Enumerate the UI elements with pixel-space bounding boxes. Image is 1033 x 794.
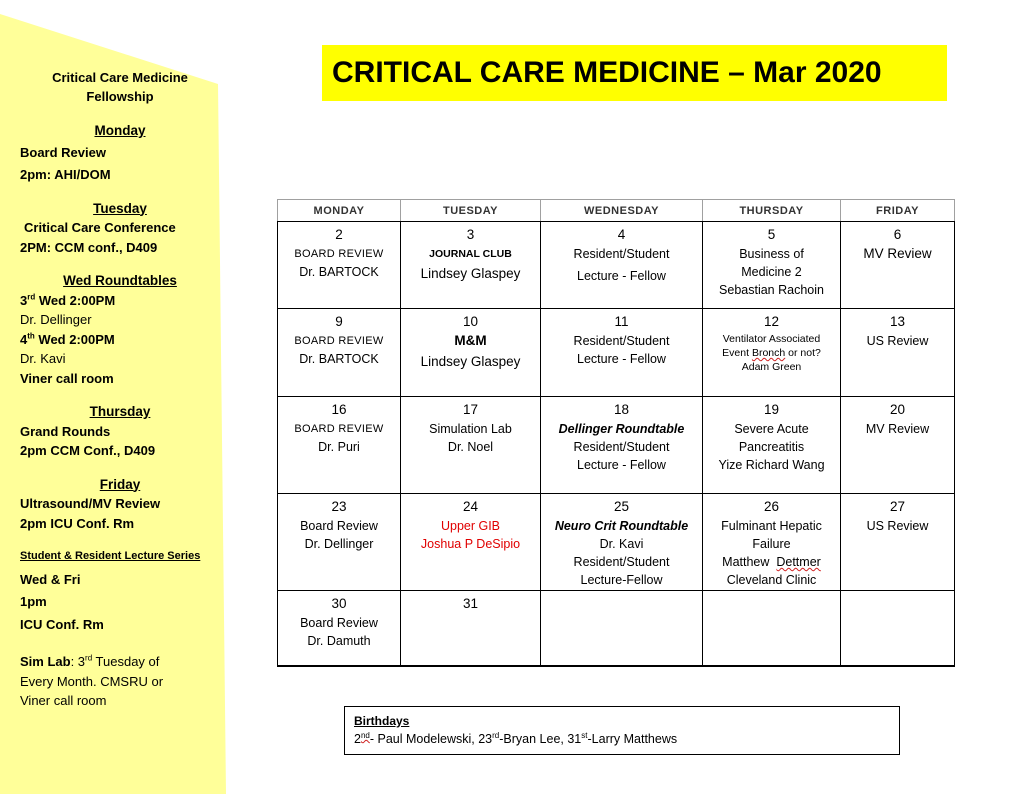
tuesday-line: 2PM: CCM conf., D409 [20,239,158,255]
event-presenter: Dr. BARTOCK [299,352,379,366]
event-title: Medicine 2 [741,265,802,279]
title-banner [322,45,947,101]
wed-line: Viner call room [20,370,114,386]
event-presenter: Lecture - Fellow [577,352,666,366]
event-presenter: Yize Richard Wang [718,458,825,472]
day-number: 4 [617,227,626,242]
day-number: 10 [462,314,479,329]
simlab-line: Every Month. CMSRU or [20,673,164,689]
event-presenter: Lecture - Fellow [577,269,666,283]
day-cell [841,309,955,397]
week-row [278,397,955,494]
event-title: Board Review [300,616,378,630]
simlab-line: Sim Lab: 3rd Tuesday of [20,653,160,669]
event-title: M&M [454,333,487,348]
event-presenter: Joshua P DeSipio [420,537,521,551]
event-presenter: Dr. Damuth [307,634,371,648]
event-title: Dellinger Roundtable [558,422,685,436]
day-cell [401,397,541,494]
sidebar-title: Critical Care Medicine Fellowship [52,70,188,104]
day-number: 17 [462,402,479,417]
day-number: 27 [889,499,906,514]
day-cell [401,222,541,309]
event-presenter: Matthew Dettmer [722,555,821,569]
event-title: Business of [739,247,804,261]
event-presenter: Adam Green [741,361,802,373]
day-number: 26 [763,499,780,514]
wed-heading: Wed Roundtables [63,273,177,288]
day-number: 30 [331,596,347,611]
day-number: 31 [462,596,479,611]
column-header: MONDAY [278,200,401,222]
event-title: Ventilator Associated [722,333,821,345]
friday-line: Ultrasound/MV Review [20,496,161,511]
friday-line: 2pm ICU Conf. Rm [20,515,135,531]
friday-heading: Friday [99,476,141,492]
event-title: MV Review [865,422,930,436]
birthdays-list: 2nd- Paul Modelewski, 23rd-Bryan Lee, 31st-Larry Matthews [354,730,678,746]
day-number: 24 [462,499,479,514]
week-row [278,222,955,309]
day-cell [401,494,541,591]
event-title: Upper GIB [440,519,501,533]
day-cell [841,222,955,309]
event-title: US Review [866,334,929,348]
day-number: 20 [889,402,906,417]
wed-line: 3rd Wed 2:00PM [20,292,116,308]
event-title: Resident/Student [573,247,670,261]
event-presenter: Dr. Kavi [599,537,644,551]
day-number: 23 [331,499,347,514]
calendar-table [277,199,955,667]
event-presenter: Sebastian Rachoin [719,283,824,297]
thursday-heading: Thursday [89,404,151,419]
event-title: Board Review [300,519,378,533]
lecture-line: 1pm [20,594,47,609]
column-header: THURSDAY [703,200,841,222]
tuesday-heading: Tuesday [93,200,147,216]
thursday-line: Grand Rounds [20,423,111,439]
event-title: BOARD REVIEW [294,335,384,347]
event-presenter: Dr. Dellinger [304,537,374,551]
day-cell [841,397,955,494]
day-cell [703,222,841,309]
event-title: US Review [866,519,929,533]
lecture-line: ICU Conf. Rm [20,616,104,632]
column-header: TUESDAY [401,200,541,222]
day-cell-empty [541,591,703,666]
day-cell [278,494,401,591]
event-title: Fulminant Hepatic [721,519,822,533]
wed-line: Dr. Dellinger [20,312,92,327]
week-row [278,309,955,397]
event-title: Event Bronch or not? [722,347,821,359]
wed-section [20,271,220,388]
day-cell [541,494,703,591]
monday-line: Board Review [20,144,106,160]
event-presenter: Lecture-Fellow [580,573,663,587]
day-cell [703,494,841,591]
week-row [278,591,955,666]
wed-line: Dr. Kavi [20,351,66,366]
birthdays-title: Birthdays [354,714,410,728]
day-cell-empty [703,591,841,666]
day-number: 13 [889,314,906,329]
day-cell-empty [841,591,955,666]
event-presenter: Dr. Noel [447,440,494,454]
column-header: WEDNESDAY [541,200,703,222]
day-number: 5 [767,227,776,242]
tuesday-section [20,199,220,258]
sidebar [20,68,220,711]
tuesday-line: Critical Care Conference [24,220,176,235]
event-title: Resident/Student [573,334,670,348]
day-cell [541,309,703,397]
day-cell [703,397,841,494]
day-cell [703,309,841,397]
day-cell [541,397,703,494]
day-cell [278,222,401,309]
day-number: 25 [613,499,630,514]
simlab-section [20,652,220,711]
day-number: 11 [614,314,629,329]
event-title: JOURNAL CLUB [429,248,512,260]
day-cell [278,591,401,666]
event-presenter: Dr. BARTOCK [299,265,379,279]
day-cell [401,591,541,666]
day-cell [278,309,401,397]
lecture-heading: Student & Resident Lecture Series [20,550,201,562]
week-row [278,494,955,591]
day-number: 16 [331,402,347,417]
event-title: BOARD REVIEW [294,423,384,435]
simlab-line: Viner call room [20,693,107,708]
monday-heading: Monday [94,123,146,138]
event-title: Failure [752,537,791,551]
thursday-section [20,402,220,461]
event-title: Neuro Crit Roundtable [554,519,689,533]
event-title: Resident/Student [573,555,670,569]
monday-line: 2pm: AHI/DOM [20,167,111,182]
event-title: Pancreatitis [738,440,805,454]
event-title: BOARD REVIEW [294,248,384,260]
event-title: Simulation Lab [429,422,512,436]
page-title: CRITICAL CARE MEDICINE – Mar 2020 [332,56,882,89]
day-number: 2 [335,227,343,242]
day-number: 18 [613,402,630,417]
friday-section [20,475,220,534]
birthdays-box [344,706,900,755]
monday-section [20,121,220,185]
day-cell [401,309,541,397]
day-number: 12 [763,314,780,329]
event-title: MV Review [863,246,932,261]
day-cell [541,222,703,309]
day-number: 3 [466,227,475,242]
calendar-header-row [278,200,955,222]
event-presenter: Cleveland Clinic [726,573,817,587]
wed-line: 4th Wed 2:00PM [20,331,115,347]
column-header: FRIDAY [841,200,955,222]
thursday-line: 2pm CCM Conf., D409 [20,443,156,458]
lecture-line: Wed & Fri [20,571,81,587]
event-presenter: Lindsey Glaspey [420,354,521,369]
day-number: 19 [763,402,780,417]
day-cell [278,397,401,494]
day-number: 9 [335,314,343,329]
day-cell [841,494,955,591]
event-title: Resident/Student [573,440,670,454]
event-presenter: Dr. Puri [318,440,360,454]
day-number: 6 [893,227,902,242]
event-title: Severe Acute [734,422,809,436]
event-presenter: Lindsey Glaspey [420,266,521,281]
lecture-section [20,547,220,634]
event-presenter: Lecture - Fellow [577,458,666,472]
